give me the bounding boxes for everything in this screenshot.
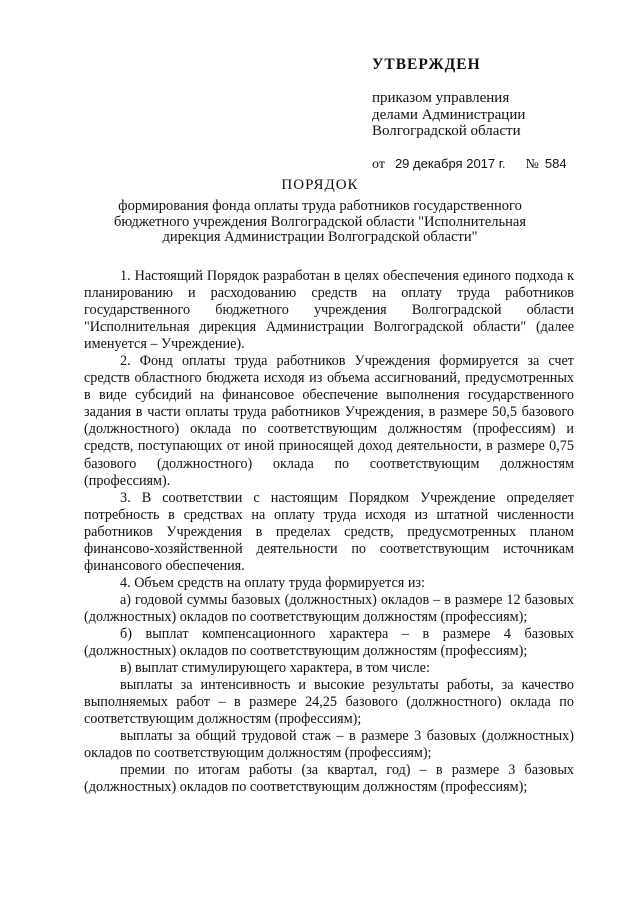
paragraph-4: 4. Объем средств на оплату труда формируется из: [120,574,425,591]
document-subtitle: формирования фонда оплаты труда работников государственного бюджетного учреждения Волгоградской области "Исполнительная дирекция Администрации Волгоградской области" [114,198,526,245]
order-date: 29 декабря 2017 г. [394,155,506,171]
date-prefix: от [372,156,385,172]
paragraph-2: 2. Фонд оплаты труда работников Учреждения формируется за счет средств областного бюджета исходя из объема ассигнований, предусмотренных в виде субсидий на финансовое обеспечение выполнения государственного задания в части оплаты труда работников Учреждения, в размере 50,5 базового (должностного) оклада по соответствующим должностям (профессиям) и средств, поступающих от иной приносящей доход деятельности, в размере 0,75 базового (должностного) оклада по соответствующим должностям (профессиям). [84,353,574,489]
approved-heading: УТВЕРЖДЕН [372,56,481,73]
paragraph-1: 1. Настоящий Порядок разработан в целях обеспечения единого подхода к планированию и расходованию средств на оплату труда работников государственного бюджетного учреждения Волгоградской области "Исполнительная дирекция Администрации Волгоградской области" (далее именуется – Учреждение). [84,268,574,353]
approval-line-2: делами Администрации [372,106,526,123]
document-body [84,268,574,796]
paragraph-4c-1: выплаты за интенсивность и высокие результаты работы, за качество выполняемых работ – в размере 24,25 базового (должностного) оклада по соответствующим должностям (профессиям); [84,677,574,728]
paragraph-4c: в) выплат стимулирующего характера, в том числе: [120,660,430,677]
number-sign: № [525,156,539,172]
approval-line-3: Волгоградской области [372,123,521,139]
order-date-number [372,156,612,173]
paragraph-4a: а) годовой суммы базовых (должностных) окладов – в размере 12 базовых (должностных) окладов по соответствующим должностям (профессиям); [84,591,574,625]
paragraph-4b: б) выплат компенсационного характера – в размере 4 базовых (должностных) окладов по соответствующим должностям (профессиям); [84,625,574,660]
order-number: 584 [544,155,567,171]
approval-line-1: приказом управления [372,90,510,106]
paragraph-4c-3: премии по итогам работы (за квартал, год) – в размере 3 базовых (должностных) окладов по соответствующим должностям (профессиям); [84,762,574,796]
paragraph-3: 3. В соответствии с настоящим Порядком Учреждение определяет потребность в средствах на оплату труда исходя из штатной численности работников Учреждения в пределах средств, предусмотренных планом финансово-хозяйственной деятельности по соответствующим источникам финансового обеспечения. [84,489,574,574]
approval-block [372,56,612,173]
document-title: ПОРЯДОК [281,177,359,193]
paragraph-4c-2: выплаты за общий трудовой стаж – в размере 3 базовых (должностных) окладов по соответствующим должностям (профессиям); [84,728,574,762]
